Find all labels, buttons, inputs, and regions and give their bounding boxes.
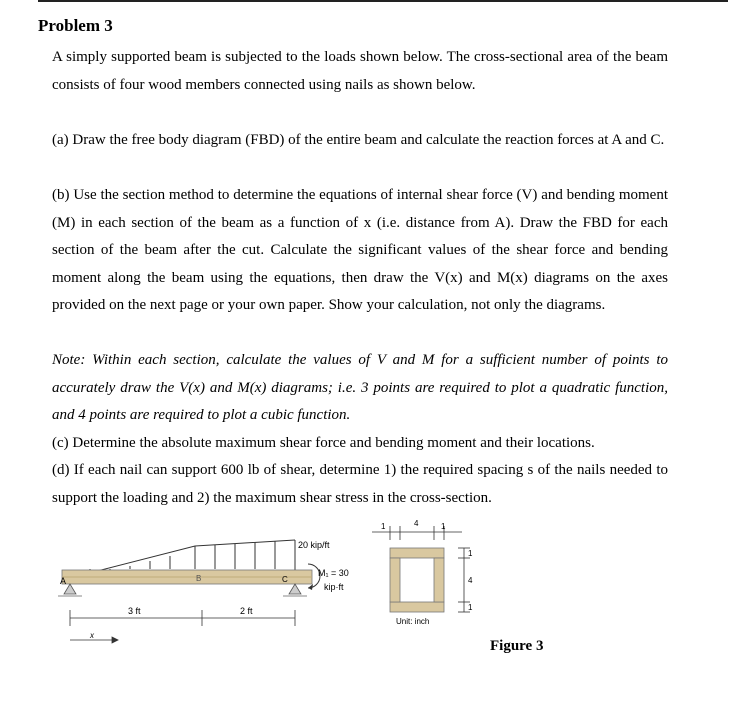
unit-label: Unit: inch <box>396 617 430 626</box>
support-a-label: A <box>60 576 67 586</box>
cross-section <box>390 548 444 612</box>
figure-caption: Figure 3 <box>490 638 544 654</box>
cs-dim-left: 1 <box>381 522 386 531</box>
dim-3ft: 3 ft <box>128 606 141 616</box>
part-a-text: (a) Draw the free body diagram (FBD) of the entire beam and calculate the reaction forces at A and C. <box>52 132 665 148</box>
support-c-label: C <box>282 575 288 584</box>
note-text: Note: Within each section, calculate the values of V and M for a sufficient number of points to accurately draw the V(x) and M(x) diagrams; i.e. 3 points are required to plot a quadratic function, and 4 points are required to plot a cubic function. <box>52 352 668 423</box>
cs-dim-side: 4 <box>468 576 473 585</box>
cs-dim-bottom: 1 <box>468 603 473 612</box>
problem-title: Problem 3 <box>38 16 113 35</box>
intro-paragraph: A simply supported beam is subjected to the loads shown below. The cross-sectional area of the beam consists of four wood members connected using nails as shown below. <box>52 49 668 93</box>
cs-dim-right: 1 <box>441 522 446 531</box>
dim-2ft: 2 ft <box>240 606 253 616</box>
x-label: x <box>90 631 94 640</box>
cs-dim-top: 4 <box>414 519 419 528</box>
cs-dim-top-side: 1 <box>468 549 473 558</box>
load-label: 20 kip/ft <box>298 540 330 550</box>
part-d-text: (d) If each nail can support 600 lb of shear, determine 1) the required spacing s of the nails needed to support the loading and 2) the maximum shear stress in the cross-section. <box>52 462 668 506</box>
dimension-lines <box>70 610 295 643</box>
part-b-text: (b) Use the section method to determine the equations of internal shear force (V) and bending moment (M) in each section of the beam as a function of x (i.e. distance from A). Draw the FBD for each section of the beam after the cut. Calculate the significant values of the shear force and bending moment along the beam using the equations, then draw the V(x) and M(x) diagrams on the axes provided on the next page or your own paper. Show your calculation, not only the diagrams. <box>52 187 668 313</box>
support-c <box>283 584 307 596</box>
cross-section-dims <box>372 526 470 612</box>
point-b-label: B <box>196 574 202 583</box>
moment-label-2: kip·ft <box>324 582 344 592</box>
moment-label-1: M₁ = 30 <box>318 568 349 578</box>
part-c-text: (c) Determine the absolute maximum shear force and bending moment and their locations. <box>52 435 595 451</box>
